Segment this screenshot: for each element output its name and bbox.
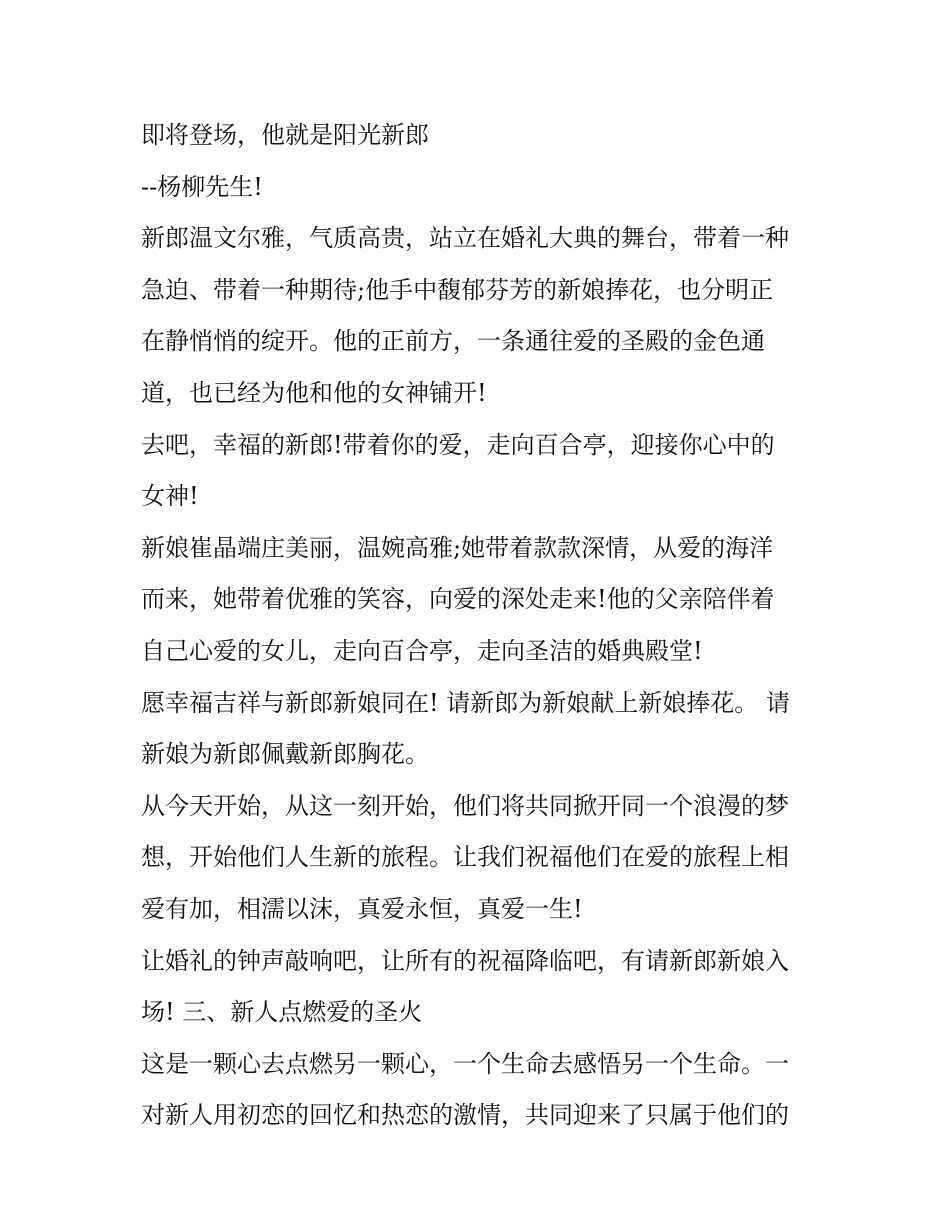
text-line: 场! 三、新人点燃爱的圣火	[141, 998, 423, 1027]
text-line: 自己心爱的女儿，走向百合亭，走向圣洁的婚典殿堂!	[141, 636, 703, 665]
paragraph-4	[141, 420, 821, 523]
text-line: --杨柳先生!	[141, 172, 263, 201]
text-line: 急迫、带着一种期待;他手中馥郁芬芳的新娘捧花，也分明正	[141, 275, 774, 304]
text-line: 去吧，幸福的新郎!带着你的爱，走向百合亭，迎接你心中的	[141, 430, 775, 459]
text-line: 对新人用初恋的回忆和热恋的激情，共同迎来了只属于他们的	[141, 1101, 789, 1130]
paragraph-6	[141, 678, 821, 781]
paragraph-3	[141, 213, 821, 419]
text-line: 爱有加，相濡以沫，真爱永恒，真爱一生!	[141, 894, 583, 923]
paragraph-8	[141, 936, 821, 1039]
text-line: 新娘为新郎佩戴新郎胸花。	[141, 740, 429, 769]
text-line: 从今天开始，从这一刻开始，他们将共同掀开同一个浪漫的梦	[141, 791, 789, 820]
text-line: 愿幸福吉祥与新郎新娘同在! 请新郎为新娘献上新娘捧花。 请	[141, 688, 790, 717]
text-line: 让婚礼的钟声敲响吧，让所有的祝福降临吧，有请新郎新娘入	[141, 946, 789, 975]
paragraph-7	[141, 781, 821, 936]
text-line: 道，也已经为他和他的女神铺开!	[141, 378, 487, 407]
paragraph-9	[141, 1039, 821, 1142]
text-line: 这是一颗心去点燃另一颗心，一个生命去感悟另一个生命。一	[141, 1049, 789, 1078]
text-line: 女神!	[141, 482, 199, 511]
paragraph-5	[141, 523, 821, 678]
text-line: 新郎温文尔雅，气质高贵，站立在婚礼大典的舞台，带着一种	[141, 224, 789, 253]
text-line: 在静悄悄的绽开。他的正前方，一条通往爱的圣殿的金色通	[141, 327, 765, 356]
text-line: 想，开始他们人生新的旅程。让我们祝福他们在爱的旅程上相	[141, 843, 789, 872]
text-line: 即将登场，他就是阳光新郎	[141, 121, 429, 149]
paragraph-2	[141, 162, 821, 214]
text-line: 新娘崔晶端庄美丽，温婉高雅;她带着款款深情，从爱的海洋	[141, 533, 774, 562]
paragraph-1	[141, 110, 821, 162]
text-line: 而来，她带着优雅的笑容，向爱的深处走来!他的父亲陪伴着	[141, 585, 775, 614]
document-body	[141, 110, 821, 1142]
